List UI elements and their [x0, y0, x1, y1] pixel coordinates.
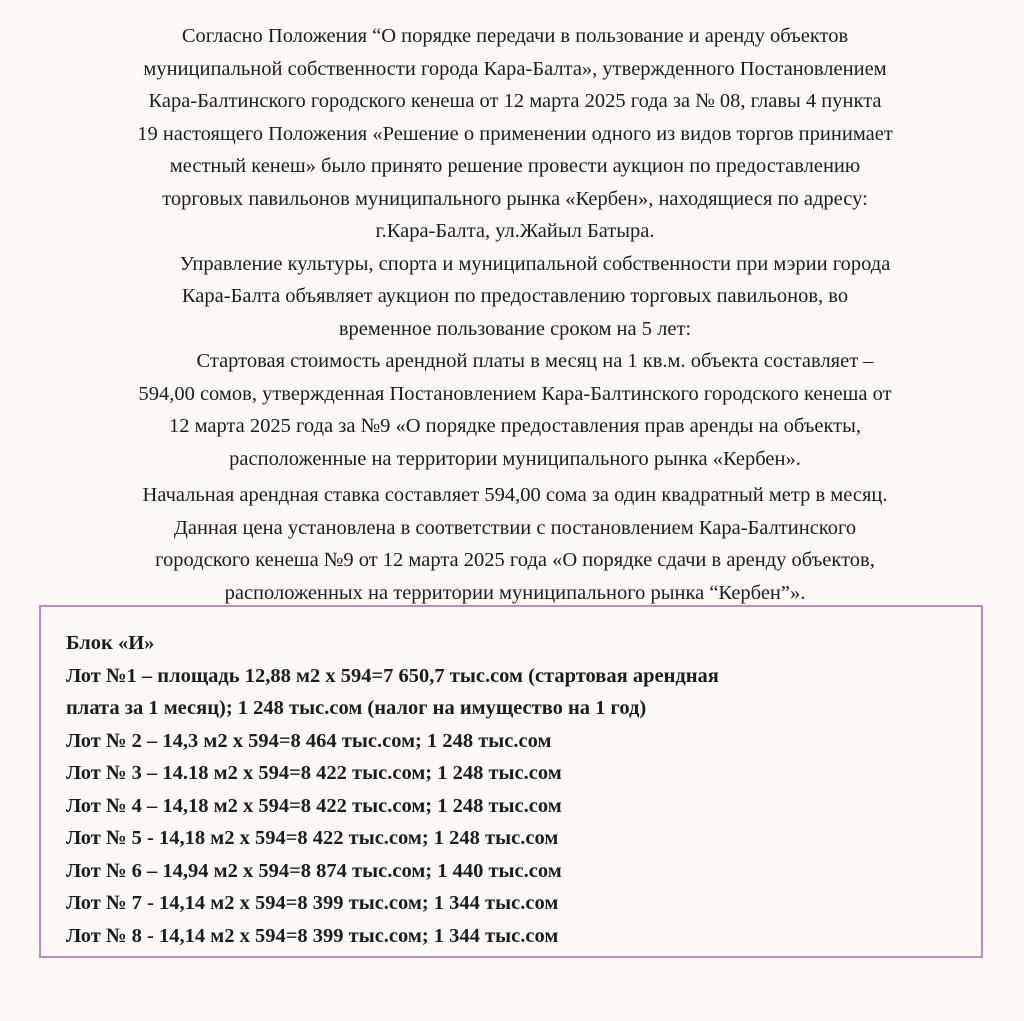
intro-line: Начальная арендная ставка составляет 594,00 сома за один квадратный метр в месяц. — [142, 484, 888, 506]
intro-line: торговых павильонов муниципального рынка «Кербен», находящиеся по адресу: — [162, 187, 868, 210]
intro-line: расположенных на территории муниципального рынка “Кербен”». — [224, 581, 806, 604]
intro-line: Управление культуры, спорта и муниципальной собственности при мэрии города — [179, 252, 891, 275]
intro-line: 19 настоящего Положения «Решение о применении одного из видов торгов принимает — [137, 122, 893, 145]
lot-line: Лот №1 – площадь 12,88 м2 х 594=7 650,7 тыс.сом (стартовая арендная — [66, 664, 719, 687]
announcement-text — [30, 20, 1000, 609]
lot-line: Лот № 2 – 14,3 м2 х 594=8 464 тыс.сом; 1 248 тыс.сом — [66, 729, 552, 752]
lot-line: Лот № 3 – 14.18 м2 х 594=8 422 тыс.сом; 1 248 тыс.сом — [66, 762, 562, 784]
lot-line: Лот № 4 – 14,18 м2 х 594=8 422 тыс.сом; 1 248 тыс.сом — [66, 794, 562, 817]
intro-line: Данная цена установлена в соответствии с постановлением Кара-Балтинского — [173, 516, 857, 539]
address-line: г.Кара-Балта, ул.Жайыл Батыра. — [375, 220, 655, 242]
intro-line: 12 марта 2025 года за №9 «О порядке предоставления прав аренды на объекты, — [168, 415, 862, 437]
intro-line: Стартовая стоимость арендной платы в месяц на 1 кв.м. объекта составляет – — [196, 350, 874, 372]
block-title: Блок «И» — [66, 632, 155, 654]
lots-list — [66, 627, 719, 952]
intro-line: муниципальной собственности города Кара-Балта», утвержденного Постановлением — [143, 57, 887, 80]
intro-line: расположенные на территории муниципального рынка «Кербен». — [229, 447, 801, 470]
lot-line: Лот № 6 – 14,94 м2 х 594=8 874 тыс.сом; 1 440 тыс.сом — [66, 859, 562, 882]
intro-line: Кара-Балта объявляет аукцион по предоставлению торговых павильонов, во — [181, 285, 849, 307]
intro-line: 594,00 сомов, утвержденная Постановлением Кара-Балтинского городского кенеша от — [138, 382, 892, 405]
lot-line: плата за 1 месяц); 1 248 тыс.сом (налог на имущество на 1 год) — [66, 697, 647, 719]
intro-line: временное пользование сроком на 5 лет: — [338, 317, 692, 340]
intro-line: Согласно Положения “О порядке передачи в пользование и аренду объектов — [181, 25, 849, 47]
intro-line: Кара-Балтинского городского кенеша от 12 марта 2025 года за № 08, главы 4 пункта — [148, 90, 882, 112]
intro-line: городского кенеша №9 от 12 марта 2025 года «О порядке сдачи в аренду объектов, — [155, 549, 875, 571]
intro-line: местный кенеш» было принято решение провести аукцион по предоставлению — [169, 155, 861, 177]
lot-line: Лот № 8 - 14,14 м2 х 594=8 399 тыс.сом; 1 344 тыс.сом — [66, 924, 559, 947]
lot-line: Лот № 7 - 14,14 м2 х 594=8 399 тыс.сом; 1 344 тыс.сом — [66, 892, 559, 914]
lot-line: Лот № 5 - 14,18 м2 х 594=8 422 тыс.сом; 1 248 тыс.сом — [66, 827, 559, 849]
lots-box — [39, 605, 983, 958]
